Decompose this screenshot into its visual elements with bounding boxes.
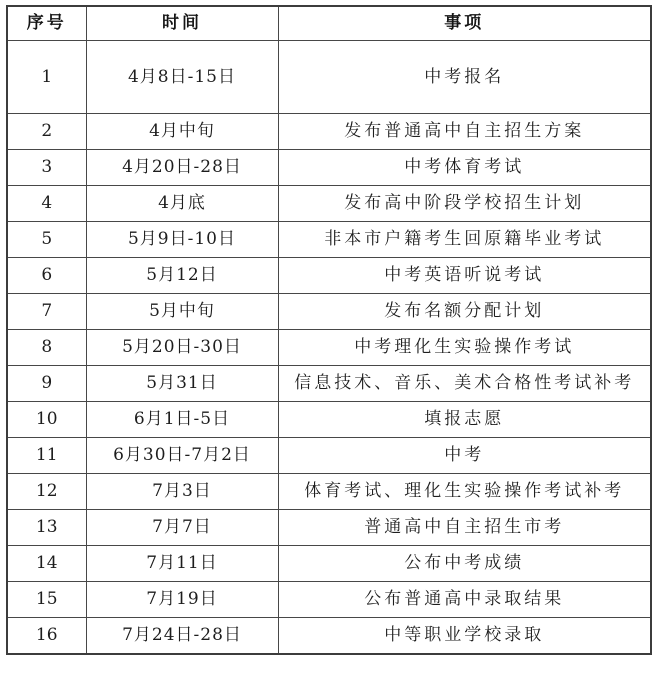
cell-time: 6月30日-7月2日 — [86, 438, 278, 474]
table-row — [7, 41, 651, 114]
cell-no: 14 — [7, 546, 86, 582]
cell-time: 7月3日 — [86, 474, 278, 510]
table-row — [7, 546, 651, 582]
cell-item: 中考报名 — [278, 41, 651, 114]
col-header-no: 序号 — [7, 6, 86, 41]
cell-no: 3 — [7, 150, 86, 186]
cell-no: 12 — [7, 474, 86, 510]
cell-time: 7月11日 — [86, 546, 278, 582]
cell-no: 13 — [7, 510, 86, 546]
cell-no: 15 — [7, 582, 86, 618]
schedule-table — [6, 5, 652, 655]
header-row — [7, 6, 651, 41]
cell-time: 4月底 — [86, 186, 278, 222]
table-row — [7, 366, 651, 402]
cell-item: 发布名额分配计划 — [278, 294, 651, 330]
cell-time: 4月20日-28日 — [86, 150, 278, 186]
cell-item: 公布中考成绩 — [278, 546, 651, 582]
table-row — [7, 258, 651, 294]
table-row — [7, 474, 651, 510]
cell-item: 非本市户籍考生回原籍毕业考试 — [278, 222, 651, 258]
cell-item: 发布普通高中自主招生方案 — [278, 114, 651, 150]
table-row — [7, 402, 651, 438]
cell-no: 6 — [7, 258, 86, 294]
cell-time: 5月中旬 — [86, 294, 278, 330]
cell-time: 7月24日-28日 — [86, 618, 278, 655]
table-row — [7, 438, 651, 474]
cell-no: 9 — [7, 366, 86, 402]
cell-item: 中考 — [278, 438, 651, 474]
table-row — [7, 294, 651, 330]
cell-time: 5月20日-30日 — [86, 330, 278, 366]
cell-time: 5月31日 — [86, 366, 278, 402]
cell-item: 发布高中阶段学校招生计划 — [278, 186, 651, 222]
cell-time: 5月12日 — [86, 258, 278, 294]
cell-no: 16 — [7, 618, 86, 655]
table-row — [7, 582, 651, 618]
table-row — [7, 330, 651, 366]
cell-no: 10 — [7, 402, 86, 438]
cell-no: 5 — [7, 222, 86, 258]
cell-no: 8 — [7, 330, 86, 366]
cell-item: 信息技术、音乐、美术合格性考试补考 — [278, 366, 651, 402]
cell-time: 6月1日-5日 — [86, 402, 278, 438]
table-row — [7, 186, 651, 222]
cell-item: 中考理化生实验操作考试 — [278, 330, 651, 366]
cell-time: 4月中旬 — [86, 114, 278, 150]
cell-item: 填报志愿 — [278, 402, 651, 438]
table-row — [7, 150, 651, 186]
col-header-item: 事项 — [278, 6, 651, 41]
cell-time: 7月7日 — [86, 510, 278, 546]
col-header-time: 时间 — [86, 6, 278, 41]
cell-no: 2 — [7, 114, 86, 150]
cell-no: 11 — [7, 438, 86, 474]
cell-item: 普通高中自主招生市考 — [278, 510, 651, 546]
table-row — [7, 114, 651, 150]
cell-item: 体育考试、理化生实验操作考试补考 — [278, 474, 651, 510]
table-row — [7, 222, 651, 258]
cell-no: 7 — [7, 294, 86, 330]
cell-time: 4月8日-15日 — [86, 41, 278, 114]
table-row — [7, 618, 651, 655]
cell-item: 中考英语听说考试 — [278, 258, 651, 294]
cell-item: 公布普通高中录取结果 — [278, 582, 651, 618]
cell-no: 4 — [7, 186, 86, 222]
table-row — [7, 510, 651, 546]
cell-item: 中考体育考试 — [278, 150, 651, 186]
cell-time: 5月9日-10日 — [86, 222, 278, 258]
cell-time: 7月19日 — [86, 582, 278, 618]
cell-no: 1 — [7, 41, 86, 114]
cell-item: 中等职业学校录取 — [278, 618, 651, 655]
